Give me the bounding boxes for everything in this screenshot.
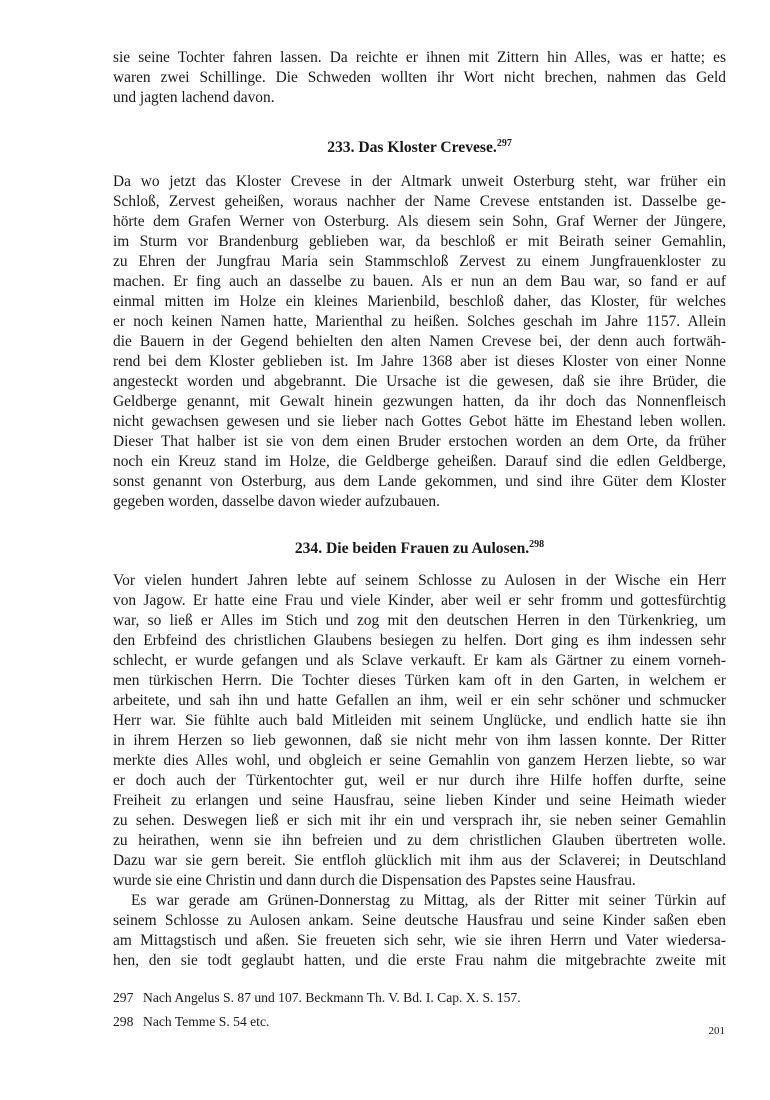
text-line: in ihrem Herzen so lieb gewonnen, daß sie nicht mehr von ihm lassen konnte. Der Ritter (113, 732, 726, 749)
text-line: sie seine Tochter fahren lassen. Da reichte er ihnen mit Zittern hin Alles, was er hatte; es (113, 49, 726, 66)
text-line: Da wo jetzt das Kloster Crevese in der Altmark unweit Osterburg steht, war früher ein (113, 173, 726, 190)
text-line: angesteckt worden und abgebrannt. Die Ursache ist die gewesen, daß sie ihre Brüder, die (113, 373, 726, 390)
text-line: zu sehen. Deswegen ließ er sich mit ihr ein und versprach ihr, sie neben seiner Gemahlin (113, 812, 726, 829)
text-line: men türkischen Herrn. Die Tochter dieses Türken kam oft in den Garten, in welchem er (113, 672, 726, 689)
text-line: Dieser That halber ist sie von dem einen Bruder erstochen worden an dem Orte, da früher (113, 433, 726, 450)
section-title-text: 233. Das Kloster Crevese. (327, 139, 497, 156)
text-line: am Mittagstisch und aßen. Sie freueten sich sehr, wie sie ihren Herrn und Vater wiedersa- (113, 932, 726, 949)
section-title (113, 539, 726, 559)
text-line: von Jagow. Er hatte eine Frau und viele Kinder, aber weil er sehr fromm und gottesfürchtig (113, 592, 726, 609)
text-line: Schloß, Zervest geheißen, woraus nachher der Name Crevese entstanden ist. Dasselbe ge- (113, 193, 726, 210)
text-line: machen. Er fing auch an dasselbe zu bauen. Als er nun an dem Bau war, so fand er auf (113, 273, 726, 290)
text-line: gegeben worden, dasselbe davon wieder aufzubauen. (113, 493, 440, 510)
text-line: merkte dies Alles wohl, und obgleich er seine Gemahlin von ganzem Herzen liebte, so war (113, 752, 726, 769)
footnote (113, 1013, 726, 1031)
text-line: nicht gewachsen gewesen und sie lieber nach Gottes Gebot hätte im Ehestand leben wollen. (113, 413, 726, 430)
footnote (113, 989, 726, 1007)
text-line: noch ein Kreuz stand im Holze, die Geldberge geheißen. Darauf sind die edlen Geldberge, (113, 453, 726, 470)
text-line: er noch keinen Namen hatte, Marienthal zu heißen. Solches geschah im Jahre 1157. Allein (113, 313, 726, 330)
footnote-reference: 298 (529, 539, 545, 550)
footnote-text: Nach Angelus S. 87 und 107. Beckmann Th. V. Bd. I. Cap. X. S. 157. (143, 990, 521, 1005)
text-line: Geldberge genannt, mit Gewalt hinein gezwungen hatten, da ihr doch das Nonnenfleisch (113, 393, 726, 410)
text-line-indented: Es war gerade am Grünen-Donnerstag zu Mittag, als der Ritter mit seiner Türkin auf (131, 892, 726, 909)
text-line: waren zwei Schillinge. Die Schweden wollten ihr Wort nicht brechen, nahmen das Geld (113, 69, 726, 86)
section-title-text: 234. Die beiden Frauen zu Aulosen. (294, 540, 530, 557)
text-line: im Sturm vor Brandenburg geblieben war, da beschloß er mit Beirath seiner Gemahlin, (113, 233, 726, 250)
text-line: zu heirathen, wenn sie ihn befreien und zu dem christlichen Glauben übertreten wolle. (113, 832, 726, 849)
text-line: hen, den sie todt geglaubt hatten, und die erste Frau nahm die mitgebrachte zweite mit (113, 952, 726, 969)
text-line: hörte dem Grafen Werner von Osterburg. Als diesem sein Sohn, Graf Werner der Jüngere, (113, 213, 726, 230)
text-line: einmal mitten im Holze ein kleines Marienbild, beschloß daher, das Kloster, für welches (113, 293, 726, 310)
text-line: schlecht, er wurde gefangen und als Sclave verkauft. Er kam als Gärtner zu einem vorneh- (113, 652, 726, 669)
text-line: war, so ließ er Alles im Stich und zog mit den deutschen Herren in den Türkenkrieg, um (113, 612, 726, 629)
footnote-number: 298 (113, 1014, 134, 1029)
text-line: Herr war. Sie fühlte auch bald Mitleiden mit seinem Unglücke, und endlich hatte sie ihn (113, 712, 726, 729)
section-title (113, 138, 726, 158)
text-line: den Erbfeind des christlichen Glaubens besiegen zu helfen. Dort ging es ihm indessen sehr (113, 632, 726, 649)
text-line: die Bauern in der Gegend behielten den alten Namen Crevese bei, der denn auch fortwäh- (113, 333, 726, 350)
text-line: seinem Schlosse zu Aulosen ankam. Seine deutsche Hausfrau und seine Kinder saßen eben (113, 912, 726, 929)
footnote-reference: 297 (496, 138, 512, 149)
footnote-number: 297 (113, 990, 134, 1005)
page-number: 201 (708, 1025, 725, 1037)
text-line: Freiheit zu erlangen und seine Hausfrau, seine lieben Kinder und seine Heimath wieder (113, 792, 726, 809)
text-line: rend bei dem Kloster geblieben ist. Im Jahre 1368 aber ist dieses Kloster von einer Nonne (113, 353, 726, 370)
text-line: und jagten lachend davon. (113, 89, 275, 106)
text-line: Vor vielen hundert Jahren lebte auf seinem Schlosse zu Aulosen in der Wische ein Herr (113, 572, 726, 589)
text-line: wurde sie eine Christin und dann durch die Dispensation des Papstes seine Hausfrau. (113, 872, 636, 889)
text-line: zu Ehren der Jungfrau Maria sein Stammschloß Zervest zu einem Jungfrauenkloster zu (113, 253, 726, 270)
footnote-text: Nach Temme S. 54 etc. (143, 1014, 270, 1029)
text-line: Dazu war sie gern bereit. Sie entfloh glücklich mit ihm aus der Sclaverei; in Deutschland (113, 852, 726, 869)
text-line: arbeitete, und sah ihn und hatte Gefallen an ihm, weil er ein sehr schöner und schmucker (113, 692, 726, 709)
text-line: er doch auch der Türkentochter gut, weil er nur durch ihre Hilfe hoffen durfte, seine (113, 772, 726, 789)
text-line: sonst genannt von Osterburg, aus dem Lande gekommen, und sind ihre Güter dem Kloster (113, 473, 726, 490)
